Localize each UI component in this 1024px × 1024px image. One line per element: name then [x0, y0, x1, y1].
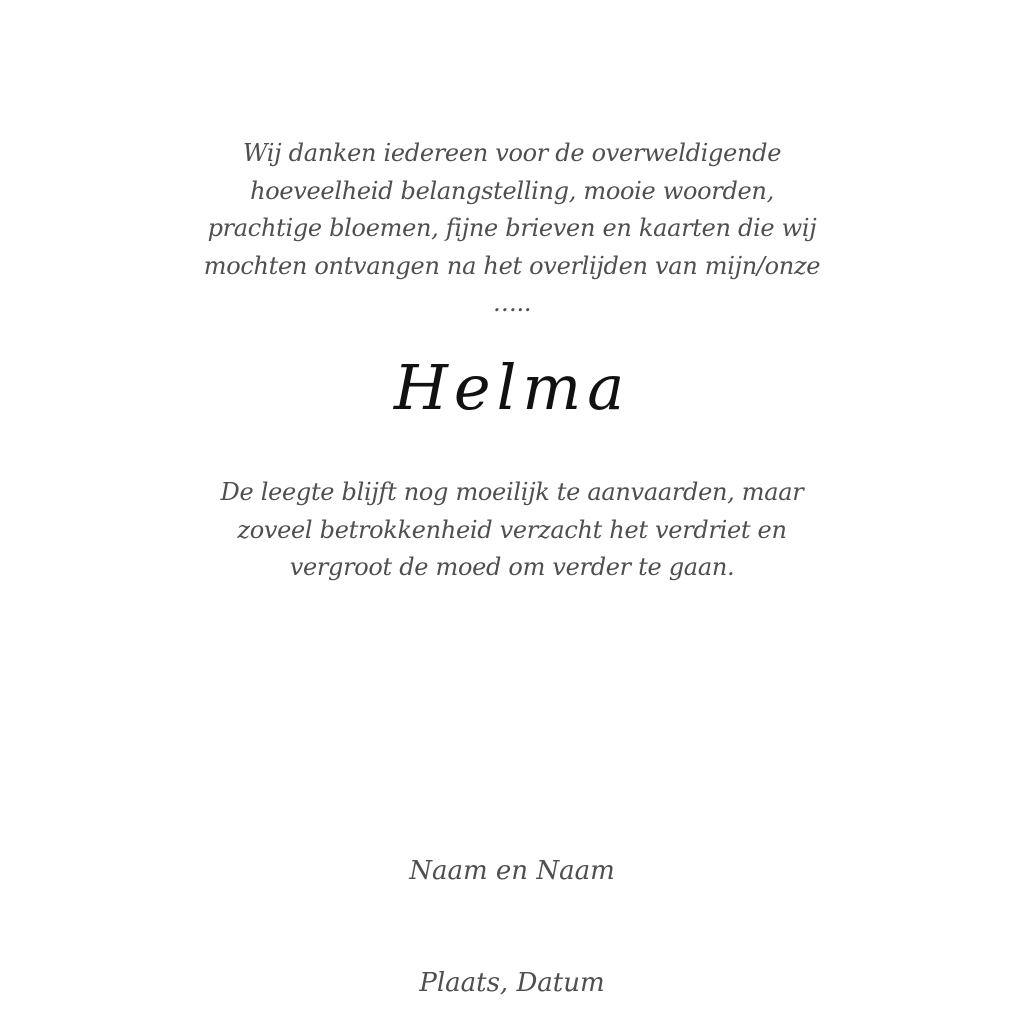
place-date: Plaats, Datum [419, 968, 605, 998]
deceased-name: Helma [393, 351, 631, 424]
closing-text: De leegte blijft nog moeilijk te aanvaarden, maar zoveel betrokkenheid verzacht het verdriet en vergroot de moed om verder te gaan. [220, 478, 804, 581]
intro-text: Wij danken iedereen voor de overweldigende hoeveelheid belangstelling, mooie woorden, prachtige bloemen, fijne brieven en kaarten die wij mochten ontvangen na het overlijden van mijn/onze ….. [203, 139, 821, 317]
signatories: Naam en Naam [409, 856, 615, 886]
